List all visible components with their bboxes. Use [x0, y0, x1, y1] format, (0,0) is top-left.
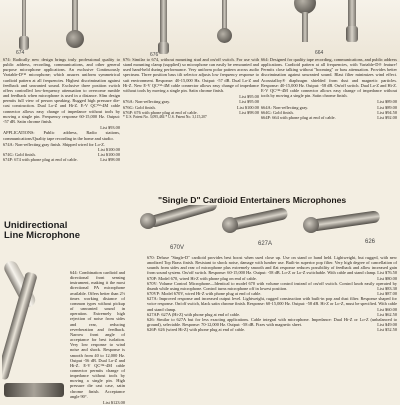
item-626	[147, 317, 397, 327]
title-line-1: Unidirectional	[4, 220, 68, 231]
item-price: List $95.00	[239, 99, 259, 105]
item-price: List $52.50	[377, 327, 397, 333]
section-title-single-d: "Single D" Cardioid Entertainers Microphones	[158, 195, 347, 205]
photo-label-676: 676	[150, 52, 159, 58]
item-label: 674A: Non-reflecting gray finish. Shipped wired for Lo-Z.	[3, 141, 105, 147]
title-line-2: Line Microphone	[4, 230, 80, 241]
item-674p	[3, 157, 120, 162]
item-label: 676A: Non-reflecting gray.	[123, 99, 171, 105]
price-664: List $89.00	[377, 99, 397, 105]
item-price: List $87.00	[377, 291, 397, 297]
photo-label-670v: 670V	[170, 245, 185, 251]
item-664p	[261, 115, 397, 120]
item-price: List $94.50	[377, 109, 397, 115]
price-line-644	[70, 400, 125, 405]
item-price: List $98.00	[100, 157, 120, 163]
item-price: List $76.50	[377, 270, 397, 276]
item-text: 627A: Improved response and increased output level. Lightweight, rugged construction with built-in pop and dust filter. Response shaped for voice response. On/off switch, black satin chrome finish. Response: 60-15,000 Hz. Output: -58 dB. Hi-Z or Lo-Z, must be specified. With cable and stand clamp.	[147, 296, 397, 312]
item-price: List $98.00	[239, 109, 259, 115]
item-670v	[147, 281, 397, 291]
photo-label-627a: 627A	[258, 241, 273, 247]
photo-label-664: 664	[315, 50, 324, 56]
column-676	[123, 57, 259, 121]
column-single-d	[147, 255, 397, 332]
item-price: List $100.00	[237, 104, 259, 110]
desc-674: 674: Radically new design brings truly professional quality to public address, recording, communications, and other general purpose microphone applications. An exclusive Continuously Variable-D™ microphone; which assures uniform symmetrical cardioid pattern at all frequencies. Highest discrimination against feedback and unwanted sound. Exclusive three position switch offers controlled low-frequency attenuation to overcome rumble and feedback when microphone is used in a distance. Slim design permits full view of person speaking. Rugged high pressure die-cast construction. Dual Lo-Z and Hi-Z. E-V QC™-4M cable connector allows easy change of impedance without tools by moving a single pin. Frequency response 60-15,000 Hz. Output: -57 dB. Satin chrome finish.	[3, 57, 120, 124]
item-price: List $92.00	[377, 114, 397, 120]
item-627a	[147, 296, 397, 311]
item-price: List $100.00	[98, 152, 120, 158]
item-price: List $80.00	[377, 275, 397, 281]
item-label: 674G: Gold finish.	[3, 152, 36, 158]
item-626p	[147, 327, 397, 332]
section-title-unidirectional	[4, 221, 134, 241]
item-price: List $89.00	[377, 104, 397, 110]
item-label: 664P: 664 with phone plug at end of cable.	[261, 114, 336, 120]
desc-644: 644: Combination cardioid and directional front sensing instrument, making it the most directional PA microphone available. Offers better than 2½ times working distance of common types without pickup of unwanted sound in operation. Extremely high rejection of noise from sides and rear, reducing reverberation and feedback. Narrow front angle of acceptance for best isolation. Very low response to wind noise and shock. Response is smooth from 40 to 12,000 Hz. Output -56 dB. Dual Lo-Z and Hi-Z. E-V QC™-4M cable connector permits change of impedance without tools by moving a single pin. High pressure die cast case, satin chrome finish. Acceptance angle 90°.	[70, 270, 125, 399]
item-price: List $62.50	[377, 311, 397, 317]
item-label: 676P: 676 with phone plug at end of cable.	[123, 109, 198, 115]
item-text: 670P: Model 670, wired Hi-Z with phone plug on end of cable.	[147, 275, 257, 281]
column-644	[70, 270, 125, 405]
item-text: 670V: Volume Control Microphone—Identical to model 670 with volume control instead of on/off switch. Control knob easily operated by thumb while using microphone. Control turns microphone off in lowest position.	[147, 280, 397, 291]
item-text: 627AP: 627A (Hi-Z) with phone plug at end of cable.	[147, 311, 241, 317]
column-674	[3, 57, 120, 163]
desc-676: 676: Similar to 674, without mounting stud and on/off switch. For use with stand mounting clamp (supplied) so microphone can easily be remounted and used hand-held during performance. Very uniform polar pattern across audio spectrum. Three position bass tilt selector adjusts low frequency response to suit environment. Response: 40-15,000 Hz. Output: -57 dB. Dual Lo-Z and Hi-Z. New E-V QC™-4M cable connector allows easy change of impedance without tools by moving a single pin. Satin chrome finish.	[123, 57, 259, 93]
price-674: List $93.00	[100, 125, 120, 131]
price-644: List $123.00	[103, 400, 125, 405]
microphone-644-image	[2, 243, 66, 400]
item-text: 670: Deluxe "Single-D" cardioid provides best boost when used close up. Use on stand or hand held. Lightweight, but rugged, with new anodized Top Brass finish. Resistant to shock noise, damage with lumber use. Built-in superior pop filter. Very high degree of cancellation of sounds from sides and rear of microphone plus extremely smooth and flat response reduces possibility of feedback and allow increased gain from sound system. On/off switch. Response: 60-15,000 Hz. Output: -58 dB. Lo-Z or Lo-Z switchable. With cable and stand clamp.	[147, 255, 397, 276]
item-label: 664G: Gold finish.	[261, 109, 294, 115]
top-microphone-photos	[0, 0, 400, 62]
item-670	[147, 255, 397, 276]
item-price: List $49.00	[377, 322, 397, 328]
item-674a	[3, 142, 120, 152]
item-text: 626P: 626 (wired Hi-Z) with phone plug at end of cable.	[147, 327, 246, 333]
photo-label-626: 626	[365, 239, 376, 245]
photo-label-674: 674	[16, 50, 25, 56]
item-price: List $100.00	[98, 147, 120, 153]
item-label: 676G: Gold finish.	[123, 104, 156, 110]
patents-note: * U.S. Patent No. 3,095,484 * U.S. Patent No. 3,115,207	[123, 114, 207, 119]
item-label: 674P: 674 with phone plug at end of cable.	[3, 157, 78, 163]
single-d-microphone-photos	[140, 205, 400, 257]
item-label: 664A: Non-reflecting gray.	[261, 104, 309, 110]
item-text: 670VP: Model 670V, wired Hi-Z with phone plug at end of cable.	[147, 291, 262, 297]
item-text: 626: Similar to 627A but for less exacting applications. Cable integral with microphone. Impedance: Dual Hi-Z or Lo-Z (unbalanced to ground), selectable. Response: 70-12,000 Hz. Output: -58 dB. Fixes with magnetic sheet.	[147, 316, 397, 328]
applications-674: APPLICATIONS: Public address, Radio stations, communications/Quality tape recording in the home and studio.	[3, 130, 120, 141]
price-676: List $95.00	[239, 94, 259, 100]
desc-664: 664: Designed for quality tape recording, communications, and public address applications. Cardioid pattern at all frequencies, with Variable-D® feature! Permits close talking without "booming" or bass attenuation. Provides better discrimination against unwanted sound. Blast filter minimizes wind effect. Acoustalloy® diaphragm shielded from dust and magnetic particles. Response: 40-15,000 Hz. Output: -58 dB. On/off switch. Dual Lo-Z and Hi-Z. E-V QC™-4M cable connector allows easy change of impedance without tools by moving a single pin. Satin chrome finish.	[261, 57, 398, 99]
column-664	[261, 57, 397, 120]
item-price: List $83.30	[377, 285, 397, 291]
item-price: List $60.00	[377, 306, 397, 312]
